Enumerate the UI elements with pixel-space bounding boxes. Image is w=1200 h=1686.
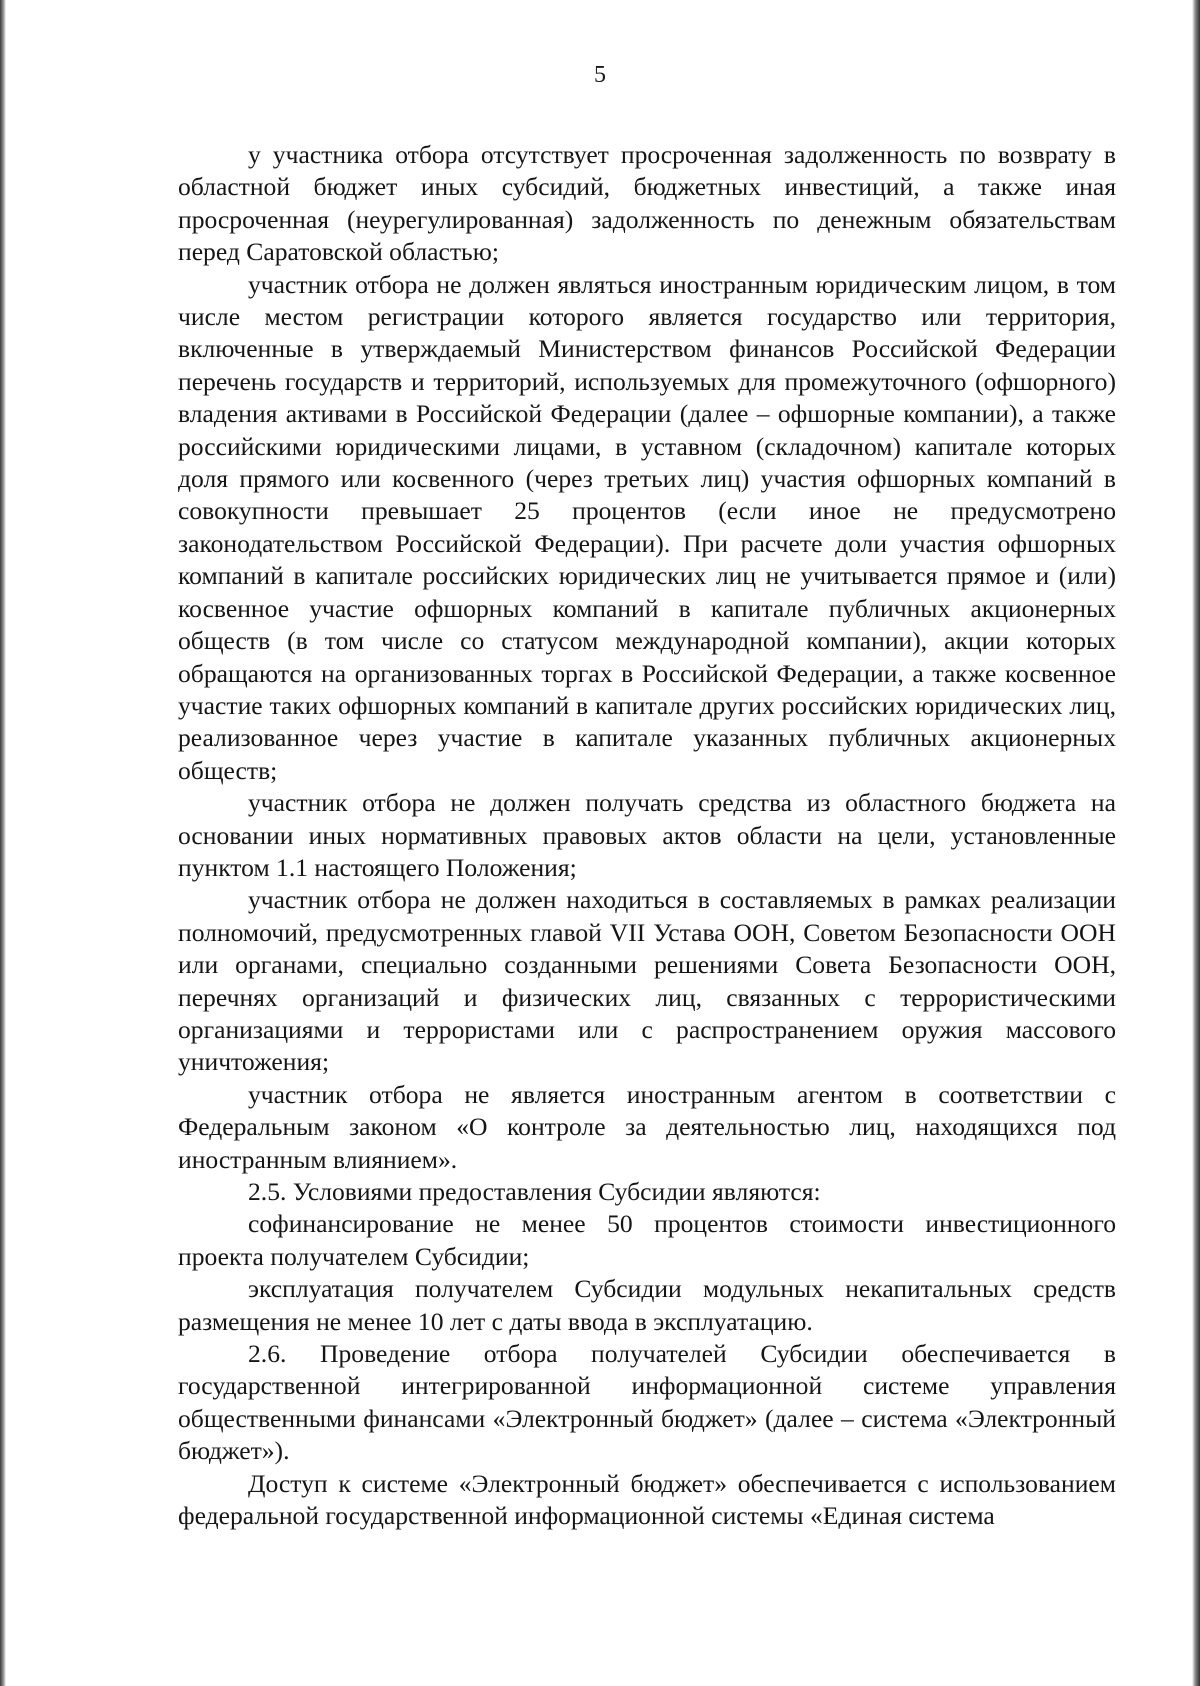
document-body xyxy=(178,139,1116,1532)
paragraph-operation-term: эксплуатация получателем Субсидии модульных некапитальных средств размещения не менее 10 лет с даты ввода в эксплуатацию. xyxy=(178,1274,1116,1336)
paragraph-un-sanctions-lists: участник отбора не должен находиться в составляемых в рамках реализации полномочий, предусмотренных главой VII Устава ООН, Советом Безопасности ООН или органами, специально созданными решениями Совета Безопасности ООН, перечнях организаций и физических лиц, связанных с террористическими организациями и террористами или с распространением оружия массового уничтожения; xyxy=(178,885,1116,1077)
page-number: 5 xyxy=(594,62,606,88)
scan-edge-right xyxy=(1192,0,1200,1686)
scan-edge-left xyxy=(0,0,6,1686)
paragraph-foreign-agent: участник отбора не является иностранным агентом в соответствии с Федеральным законом «О контроле за деятельностью лиц, находящихся под иностранным влиянием». xyxy=(178,1079,1116,1174)
paragraph-cofinancing: софинансирование не менее 50 процентов стоимости инвестиционного проекта получателем Субсидии; xyxy=(178,1209,1116,1271)
paragraph-system-access: Доступ к системе «Электронный бюджет» обеспечивается с использованием федеральной государственной информационной системы «Единая система xyxy=(178,1468,1116,1531)
paragraph-section-2-6: 2.6. Проведение отбора получателей Субсидии обеспечивается в государственной интегрированной информационной системе управления общественными финансами «Электронный бюджет» (далее – система «Электронный бюджет»). xyxy=(178,1339,1116,1466)
paragraph-overdue-debt: у участника отбора отсутствует просроченная задолженность по возврату в областной бюджет иных субсидий, бюджетных инвестиций, а также иная просроченная (неурегулированная) задолженность по денежным обязательствам перед Саратовской областью; xyxy=(178,140,1116,267)
paragraph-offshore-companies: участник отбора не должен являться иностранным юридическим лицом, в том числе местом регистрации которого является государство или территория, включенные в утверждаемый Министерством финансов Российской Федерации перечень государств и территорий, используемых для промежуточного (офшорного) владения активами в Российской Федерации (далее – офшорные компании), а также российскими юридическими лицами, в уставном (складочном) капитале которых доля прямого или косвенного (через третьих лиц) участия офшорных компаний в совокупности превышает 25 процентов (если иное не предусмотрено законодательством Российской Федерации). При расчете доли участия офшорных компаний в капитале российских юридических лиц не учитывается прямое и (или) косвенное участие офшорных компаний в капитале публичных акционерных обществ (в том числе со статусом международной компании), акции которых обращаются на организованных торгах в Российской Федерации, а также косвенное участие таких офшорных компаний в капитале других российских юридических лиц, реализованное через участие в капитале указанных публичных акционерных обществ; xyxy=(178,269,1116,785)
paragraph-section-2-5: 2.5. Условиями предоставления Субсидии являются: xyxy=(248,1177,821,1206)
paragraph-other-budget-funds: участник отбора не должен получать средства из областного бюджета на основании иных нормативных правовых актов области на цели, установленные пунктом 1.1 настоящего Положения; xyxy=(178,788,1116,882)
